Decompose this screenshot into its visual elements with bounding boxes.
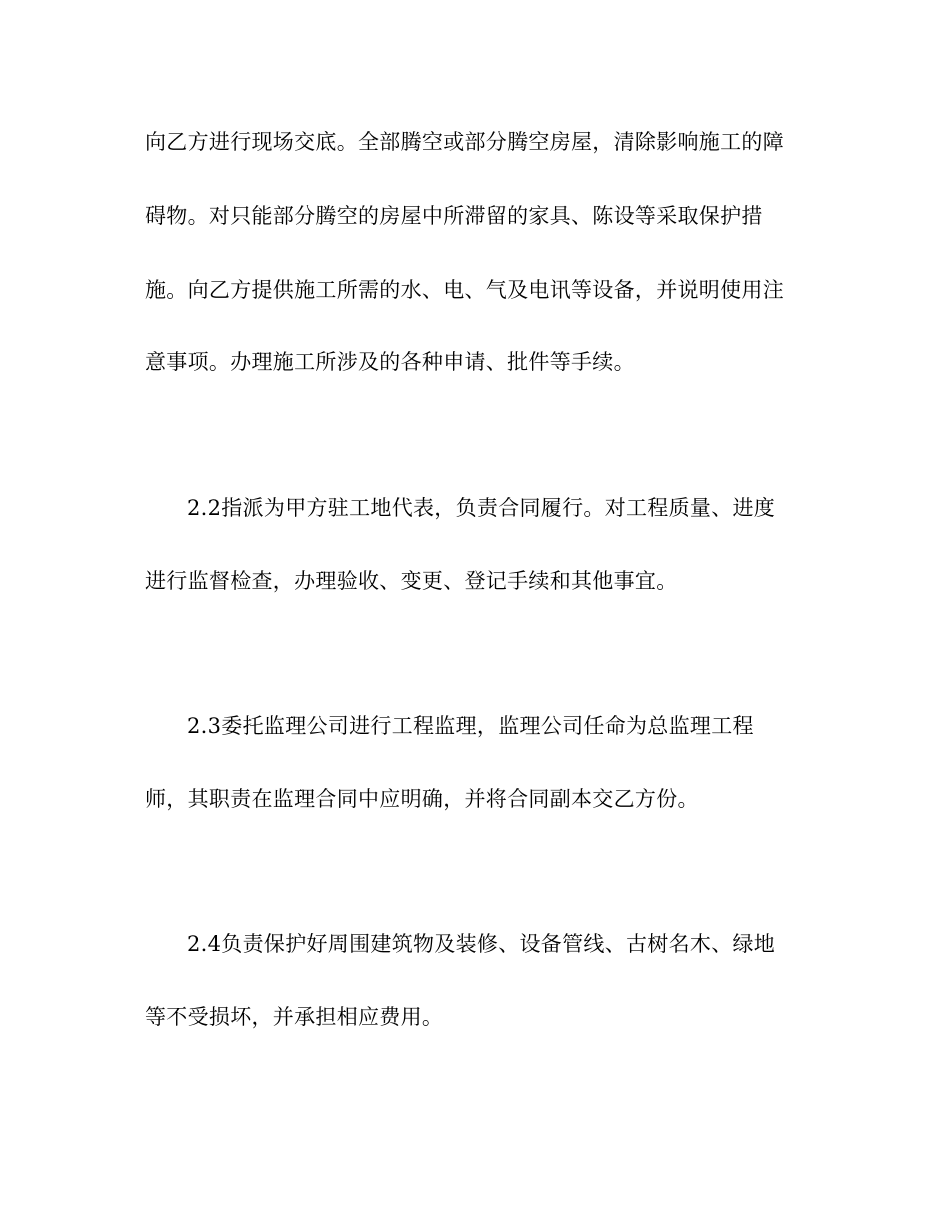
paragraph-line: 2.2指派为甲方驻工地代表，负责合同履行。对工程质量、进度 <box>187 496 776 520</box>
paragraph-line: 向乙方进行现场交底。全部腾空或部分腾空房屋，清除影响施工的障 <box>145 130 784 154</box>
paragraph-line: 师，其职责在监理合同中应明确，并将合同副本交乙方份。 <box>145 787 699 811</box>
paragraph-line: 碍物。对只能部分腾空的房屋中所滞留的家具、陈设等采取保护措 <box>145 204 763 228</box>
paragraph-line: 施。向乙方提供施工所需的水、电、气及电讯等设备，并说明使用注 <box>145 278 784 302</box>
paragraph-line: 意事项。办理施工所涉及的各种申请、批件等手续。 <box>145 350 635 374</box>
paragraph-line: 等不受损坏，并承担相应费用。 <box>145 1005 444 1029</box>
paragraph-line: 2.3委托监理公司进行工程监理，监理公司任命为总监理工程 <box>187 714 754 738</box>
paragraph-line: 2.4负责保护好周围建筑物及装修、设备管线、古树名木、绿地 <box>187 932 776 956</box>
paragraph-line: 进行监督检查，办理验收、变更、登记手续和其他事宜。 <box>145 569 678 593</box>
